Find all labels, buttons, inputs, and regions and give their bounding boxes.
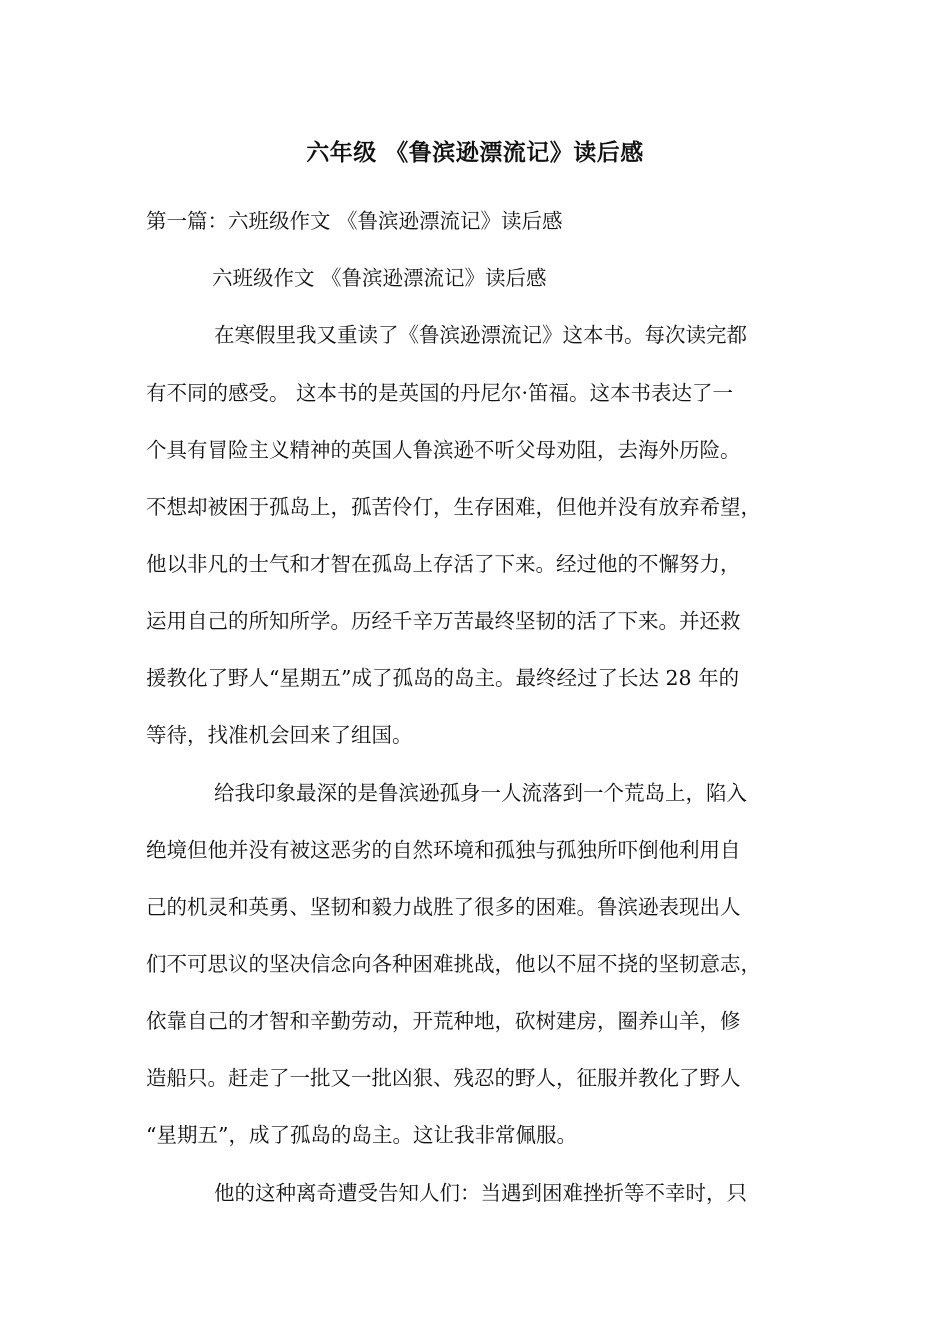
paragraph-line: 他以非凡的士气和才智在孤岛上存活了下来。经过他的不懈努力， (146, 552, 741, 576)
paragraph-line: 给我印象最深的是鲁滨逊孤身一人流落到一个荒岛上，陷入 (214, 781, 747, 805)
paragraph-line: 运用自己的所知所学。历经千辛万苦最终坚韧的活了下来。并还救 (146, 609, 741, 633)
paragraph-line: “星期五”，成了孤岛的岛主。这让我非常佩服。 (146, 1123, 577, 1147)
paragraph-line: 不想却被困于孤岛上，孤苦伶仃，生存困难，但他并没有放弃希望， (146, 495, 761, 519)
paragraph-line: 己的机灵和英勇、坚韧和毅力战胜了很多的困难。鲁滨逊表现出人 (146, 895, 741, 919)
paragraph-line: 们不可思议的坚决信念向各种困难挑战，他以不屈不挠的坚韧意志， (146, 952, 761, 976)
paragraph-line: 援教化了野人“星期五”成了孤岛的岛主。最终经过了长达 28 年的 (146, 666, 740, 690)
section-heading: 第一篇：六班级作文 《鲁滨逊漂流记》读后感 (146, 209, 563, 233)
paragraph-line: 造船只。赶走了一批又一批凶狠、残忍的野人，征服并教化了野人 (146, 1066, 741, 1090)
paragraph-line: 有不同的感受。 这本书的是英国的丹尼尔·笛福。这本书表达了一 (146, 381, 734, 405)
paragraph-line: 绝境但他并没有被这恶劣的自然环境和孤独与孤独所吓倒他利用自 (146, 838, 741, 862)
document-title: 六年级 《鲁滨逊漂流记》读后感 (306, 139, 644, 166)
paragraph-line: 依靠自己的才智和辛勤劳动，开荒种地，砍树建房，圈养山羊，修 (146, 1009, 741, 1033)
paragraph-line: 等待，找准机会回来了组国。 (146, 723, 413, 747)
paragraph-line: 个具有冒险主义精神的英国人鲁滨逊不听父母劝阻，去海外历险。 (146, 438, 741, 462)
paragraph-line: 他的这种离奇遭受告知人们：当遇到困难挫折等不幸时，只 (214, 1181, 747, 1205)
paragraph-line: 在寒假里我又重读了《鲁滨逊漂流记》这本书。每次读完都 (214, 323, 747, 347)
essay-title: 六班级作文 《鲁滨逊漂流记》读后感 (212, 266, 547, 290)
